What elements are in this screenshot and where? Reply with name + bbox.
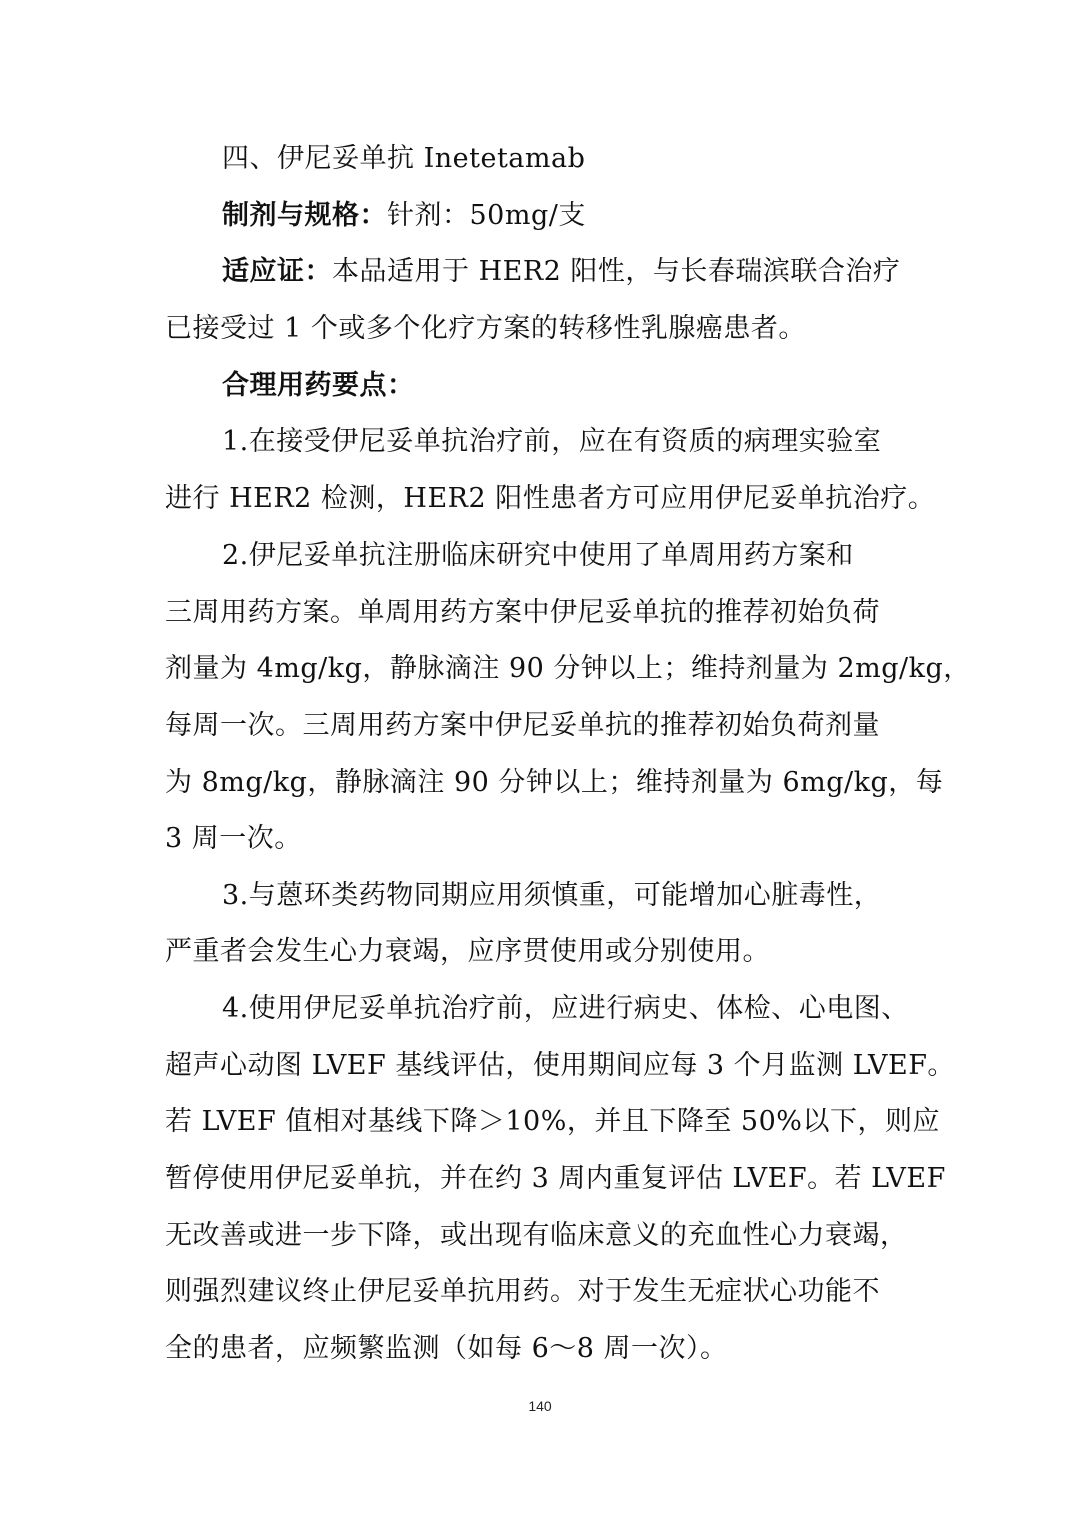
p4-line-3: 若 LVEF 值相对基线下降＞10%，并且下降至 50%以下，则应: [165, 1106, 940, 1137]
page-number: 140: [528, 1398, 552, 1414]
indication-label: 适应证：: [222, 256, 332, 287]
p4-line-1: 4.使用伊尼妥单抗治疗前，应进行病史、体检、心电图、: [222, 993, 909, 1024]
p4-line-5: 无改善或进一步下降，或出现有临床意义的充血性心力衰竭，: [165, 1220, 908, 1251]
p4-line-6: 则强烈建议终止伊尼妥单抗用药。对于发生无症状心功能不: [165, 1276, 880, 1307]
p2-line-4: 每周一次。三周用药方案中伊尼妥单抗的推荐初始负荷剂量: [165, 710, 880, 741]
indication-line-1: [222, 252, 922, 292]
p3-line-2: 严重者会发生心力衰竭，应序贯使用或分别使用。: [165, 936, 770, 967]
indication-line-2: 已接受过 1 个或多个化疗方案的转移性乳腺癌患者。: [165, 313, 806, 344]
key-points-label: 合理用药要点：: [222, 370, 415, 401]
p2-line-2: 三周用药方案。单周用药方案中伊尼妥单抗的推荐初始负荷: [165, 597, 880, 628]
p2-line-6: 3 周一次。: [165, 823, 302, 854]
p4-line-4: 暂停使用伊尼妥单抗，并在约 3 周内重复评估 LVEF。若 LVEF: [165, 1163, 946, 1194]
section-title: 四、伊尼妥单抗 Inetetamab: [222, 143, 586, 174]
formulation-line: [222, 196, 922, 236]
formulation-value: 针剂：50mg/支: [387, 200, 586, 231]
indication-text-1: 本品适用于 HER2 阳性，与长春瑞滨联合治疗: [332, 256, 901, 287]
p4-line-7: 全的患者，应频繁监测（如每 6～8 周一次）。: [165, 1333, 728, 1364]
formulation-label: 制剂与规格：: [222, 200, 387, 231]
p1-line-1: 1.在接受伊尼妥单抗治疗前，应在有资质的病理实验室: [222, 426, 882, 457]
p3-line-1: 3.与蒽环类药物同期应用须慎重，可能增加心脏毒性，: [222, 880, 882, 911]
p2-line-5: 为 8mg/kg，静脉滴注 90 分钟以上；维持剂量为 6mg/kg，每: [165, 767, 944, 798]
p2-line-1: 2.伊尼妥单抗注册临床研究中使用了单周用药方案和: [222, 540, 854, 571]
p4-line-2: 超声心动图 LVEF 基线评估，使用期间应每 3 个月监测 LVEF。: [165, 1050, 955, 1081]
p2-line-3: 剂量为 4mg/kg，静脉滴注 90 分钟以上；维持剂量为 2mg/kg，: [165, 653, 971, 684]
p1-line-2: 进行 HER2 检测，HER2 阳性患者方可应用伊尼妥单抗治疗。: [165, 483, 936, 514]
